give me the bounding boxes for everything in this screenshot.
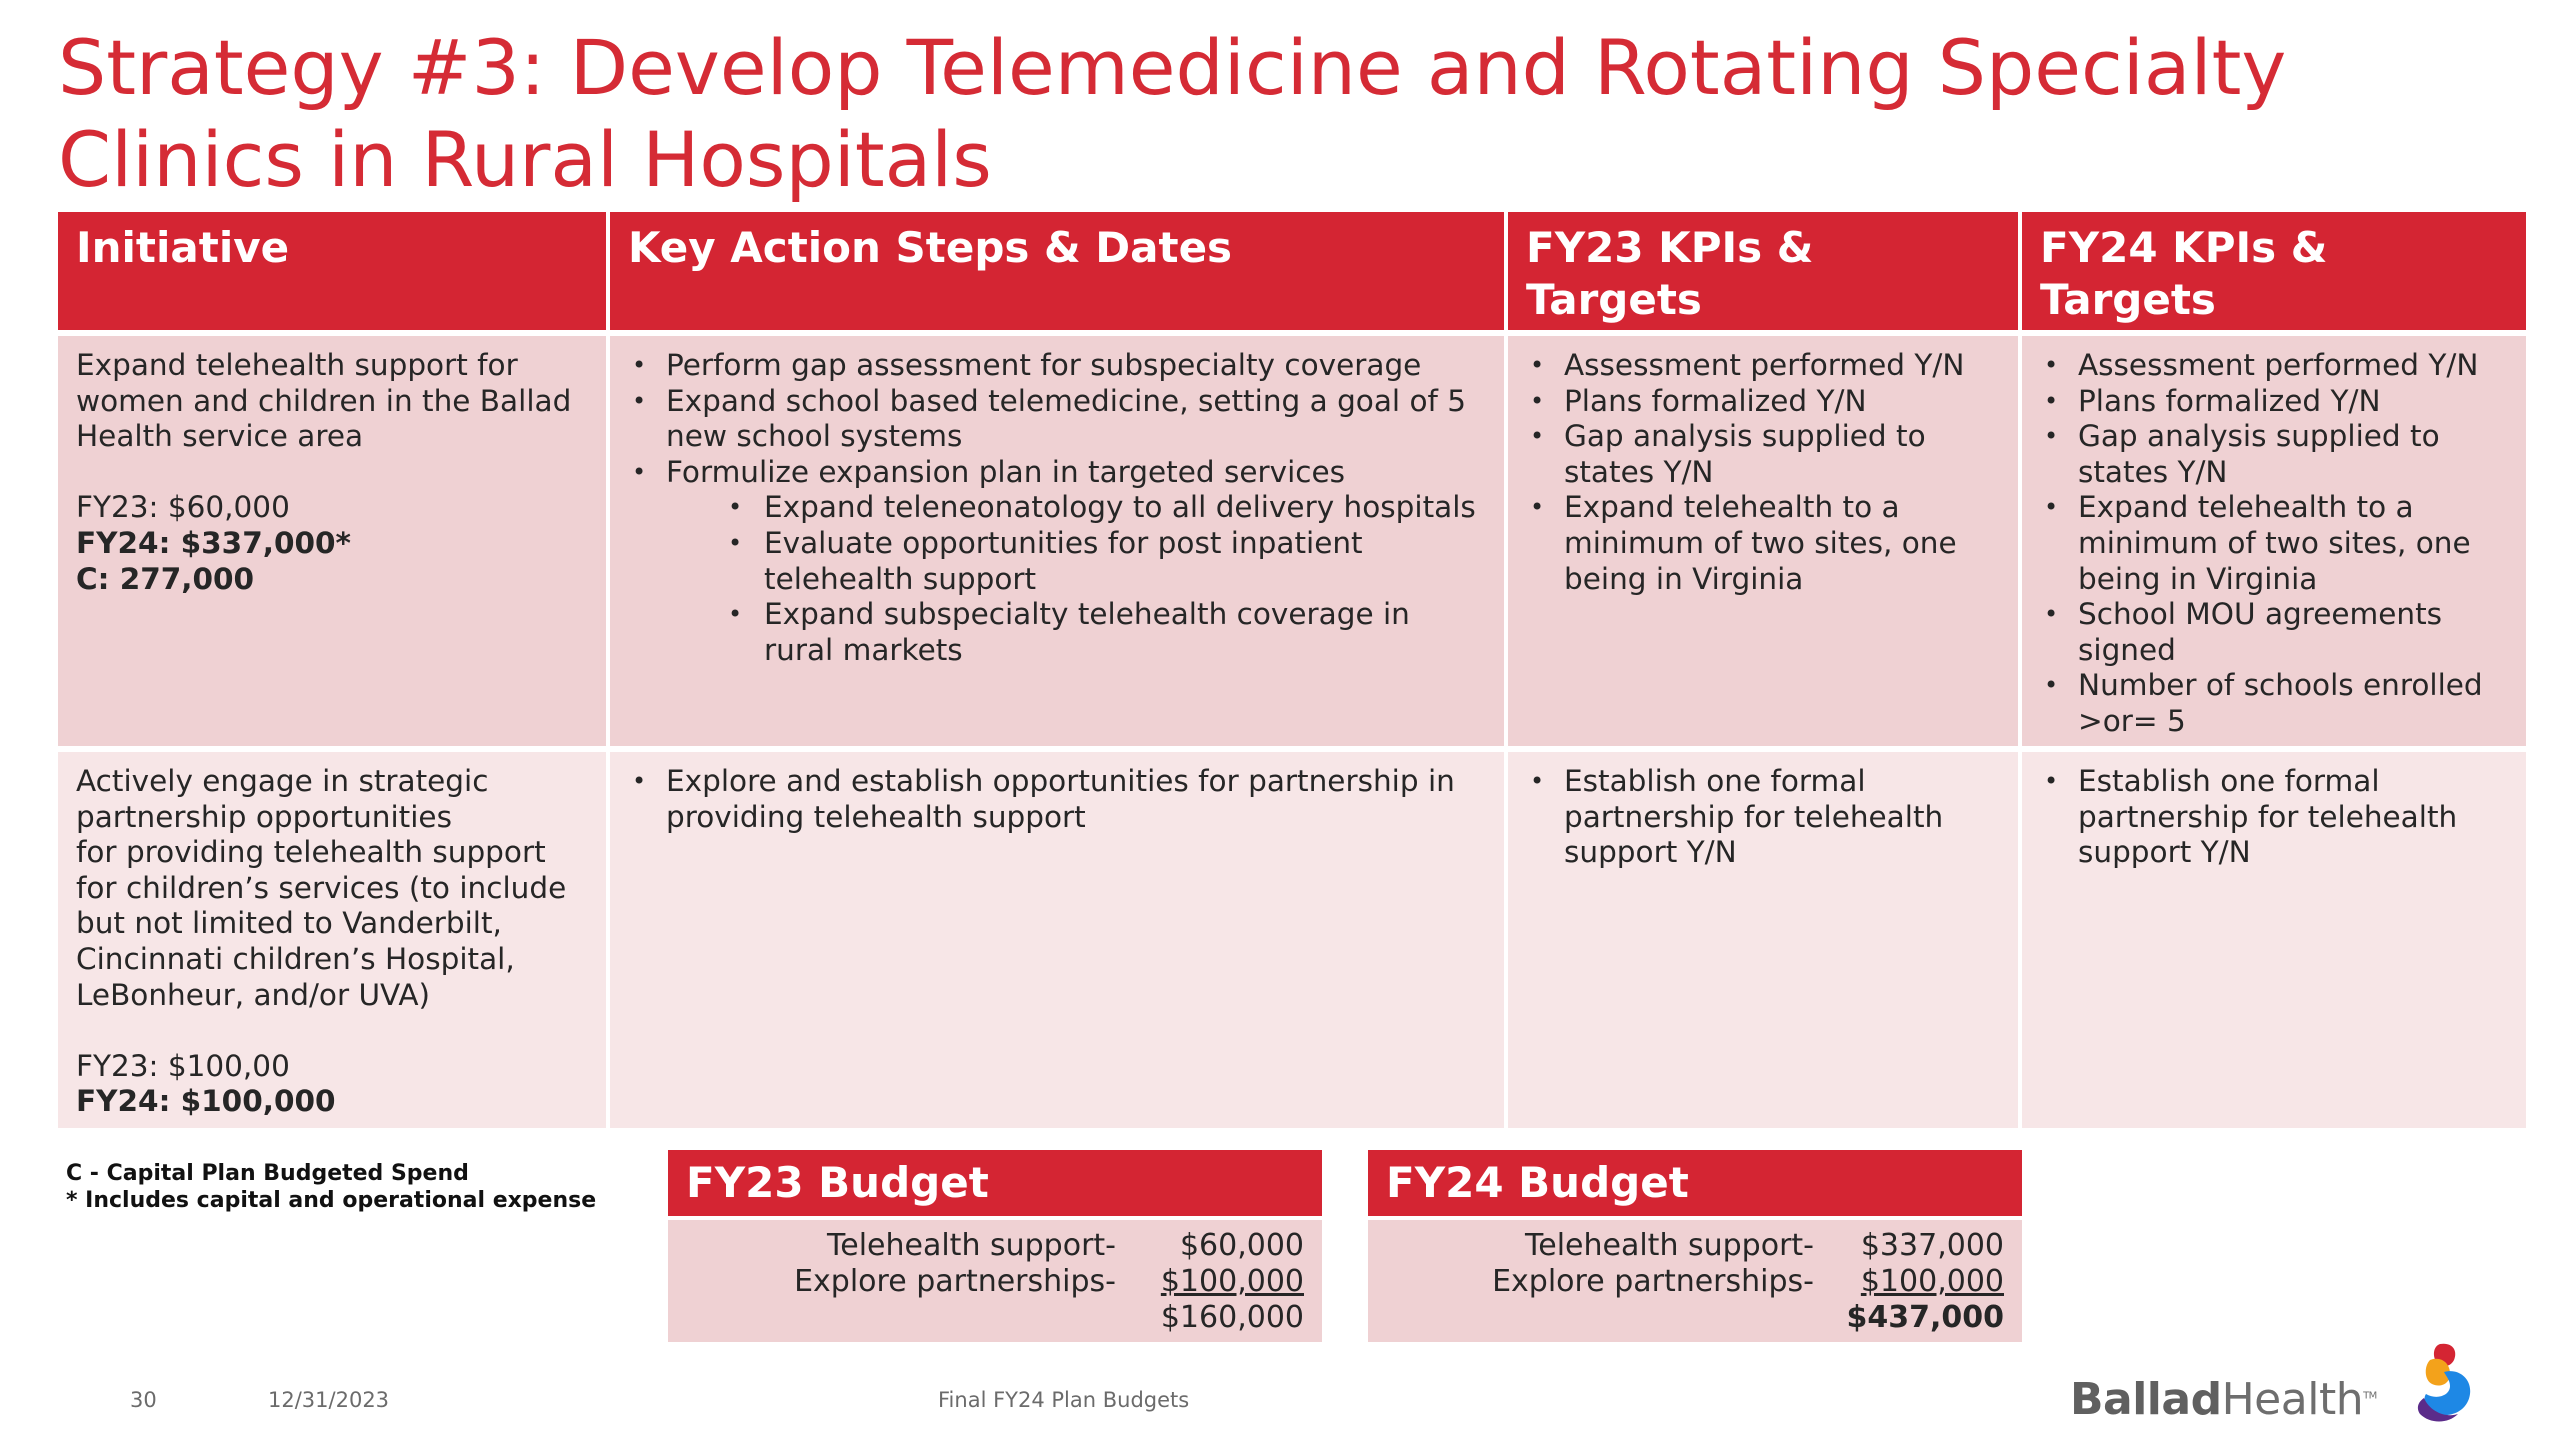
- header-fy24-line: FY24 KPIs &: [2040, 223, 2328, 272]
- fy23-budget-body: [668, 1220, 1322, 1342]
- header-initiative: [58, 212, 606, 330]
- kpi-item: • Assessment performed Y/N: [2040, 348, 2508, 384]
- header-fy23-kpis: [1508, 212, 2018, 330]
- kpi-item: • Plans formalized Y/N: [2040, 384, 2508, 420]
- kpi-item: • Plans formalized Y/N: [1526, 384, 2000, 420]
- initiative-line: women and children in the Ballad: [76, 383, 572, 418]
- fy23-telehealth-label: Telehealth support-: [827, 1228, 1116, 1263]
- header-fy24-kpis: [2022, 212, 2526, 330]
- row2-actions-list: [628, 764, 1486, 835]
- fy23-budget-title: FY23 Budget: [668, 1150, 1322, 1216]
- footer-date: 12/31/2023: [268, 1388, 390, 1412]
- row2-budget-fy23: FY23: $100,00: [76, 1048, 290, 1083]
- footer-document-name: Final FY24 Plan Budgets: [938, 1388, 1190, 1412]
- footer-page-number: 30: [130, 1388, 157, 1412]
- action-item: • Formulize expansion plan in targeted services: [628, 455, 1486, 491]
- sub-action-item: • Evaluate opportunities for post inpatient telehealth support: [628, 526, 1486, 597]
- action-item: • Explore and establish opportunities for partnership in providing telehealth support: [628, 764, 1486, 835]
- header-fy24-line: Targets: [2040, 275, 2216, 324]
- title-line-1: Strategy #3: Develop Telemedicine and Rotating Specialty: [58, 23, 2287, 112]
- header-fy23-line: FY23 KPIs &: [1526, 223, 1814, 272]
- initiative-line: Health service area: [76, 419, 364, 454]
- fy24-budget-box: [1368, 1150, 2022, 1342]
- ballad-health-mark-icon: [2400, 1338, 2480, 1428]
- row2-fy23-kpi-list: [1526, 764, 2000, 871]
- fy24-telehealth-label: Telehealth support-: [1525, 1228, 1814, 1263]
- action-item: • Expand school based telemedicine, setting a goal of 5 new school systems: [628, 384, 1486, 455]
- row1-fy24-kpi-list: [2040, 348, 2508, 740]
- fy23-total: $160,000: [1160, 1300, 1304, 1335]
- fy24-total: $437,000: [1846, 1300, 2004, 1335]
- row2-fy24-kpis-cell: [2022, 752, 2526, 1128]
- header-fy23-line: Targets: [1526, 275, 1702, 324]
- row1-initiative-cell: [58, 336, 606, 746]
- row1-actions-cell: [610, 336, 1504, 746]
- kpi-item: • School MOU agreements signed: [2040, 597, 2508, 668]
- page-title: [58, 22, 2498, 206]
- kpi-item: • Number of schools enrolled >or= 5: [2040, 668, 2508, 739]
- kpi-item: • Expand telehealth to a minimum of two sites, one being in Virginia: [2040, 490, 2508, 597]
- row2-actions-cell: [610, 752, 1504, 1128]
- initiative-line: for children’s services (to include: [76, 870, 567, 905]
- fy24-partnerships-value: $100,000: [1860, 1264, 2004, 1299]
- row1-fy23-kpi-list: [1526, 348, 2000, 597]
- kpi-item: • Expand telehealth to a minimum of two sites, one being in Virginia: [1526, 490, 2000, 597]
- logo-trademark: TM: [2363, 1390, 2377, 1402]
- sub-action-item: • Expand subspecialty telehealth coverage in rural markets: [628, 597, 1486, 668]
- kpi-item: • Assessment performed Y/N: [1526, 348, 2000, 384]
- initiative-line: Cincinnati children’s Hospital,: [76, 941, 515, 976]
- header-key-actions-label: Key Action Steps & Dates: [628, 223, 1233, 272]
- row1-fy24-kpis-cell: [2022, 336, 2526, 746]
- logo-text-regular: Health: [2221, 1374, 2364, 1425]
- row1-budget-capital: C: 277,000: [76, 561, 255, 596]
- initiative-line: Actively engage in strategic: [76, 764, 489, 798]
- row2-fy24-kpi-list: [2040, 764, 2508, 871]
- action-item: • Perform gap assessment for subspecialty coverage: [628, 348, 1486, 384]
- fy23-partnerships-label: Explore partnerships-: [794, 1264, 1116, 1299]
- logo-text-bold: Ballad: [2070, 1374, 2222, 1425]
- legend: [66, 1160, 596, 1214]
- kpi-item: • Establish one formal partnership for telehealth support Y/N: [1526, 764, 2000, 871]
- row2-budget-fy24: FY24: $100,000: [76, 1084, 336, 1119]
- row1-actions-list: [628, 348, 1486, 490]
- row1-subactions-list: [628, 490, 1486, 668]
- sub-action-item: • Expand teleneonatology to all delivery hospitals: [628, 490, 1486, 526]
- title-line-2: Clinics in Rural Hospitals: [58, 115, 992, 204]
- row2-initiative-cell: [58, 752, 606, 1128]
- initiative-line: partnership opportunities: [76, 799, 452, 834]
- kpi-item: • Gap analysis supplied to states Y/N: [2040, 419, 2508, 490]
- row1-fy23-kpis-cell: [1508, 336, 2018, 746]
- initiative-line: but not limited to Vanderbilt,: [76, 906, 502, 941]
- initiative-line: LeBonheur, and/or UVA): [76, 977, 431, 1012]
- fy24-budget-body: [1368, 1220, 2022, 1342]
- fy23-telehealth-value: $60,000: [1179, 1228, 1304, 1263]
- ballad-health-logo: [2070, 1338, 2480, 1428]
- fy23-partnerships-value: $100,000: [1160, 1264, 1304, 1299]
- fy23-budget-box: [668, 1150, 1322, 1342]
- strategy-table: [58, 212, 2514, 1128]
- row1-budget-fy23: FY23: $60,000: [76, 490, 290, 525]
- legend-capital: C - Capital Plan Budgeted Spend: [66, 1161, 469, 1186]
- row1-budget-fy24: FY24: $337,000*: [76, 525, 351, 560]
- logo-wordmark: [2070, 1374, 2377, 1425]
- initiative-line: Expand telehealth support for: [76, 348, 518, 382]
- kpi-item: • Gap analysis supplied to states Y/N: [1526, 419, 2000, 490]
- header-initiative-label: Initiative: [76, 223, 290, 272]
- fy24-telehealth-value: $337,000: [1860, 1228, 2004, 1263]
- row2-fy23-kpis-cell: [1508, 752, 2018, 1128]
- fy24-partnerships-label: Explore partnerships-: [1492, 1264, 1814, 1299]
- header-key-actions: [610, 212, 1504, 330]
- kpi-item: • Establish one formal partnership for telehealth support Y/N: [2040, 764, 2508, 871]
- legend-includes: * Includes capital and operational expense: [66, 1188, 597, 1213]
- initiative-line: for providing telehealth support: [76, 835, 546, 870]
- fy24-budget-title: FY24 Budget: [1368, 1150, 2022, 1216]
